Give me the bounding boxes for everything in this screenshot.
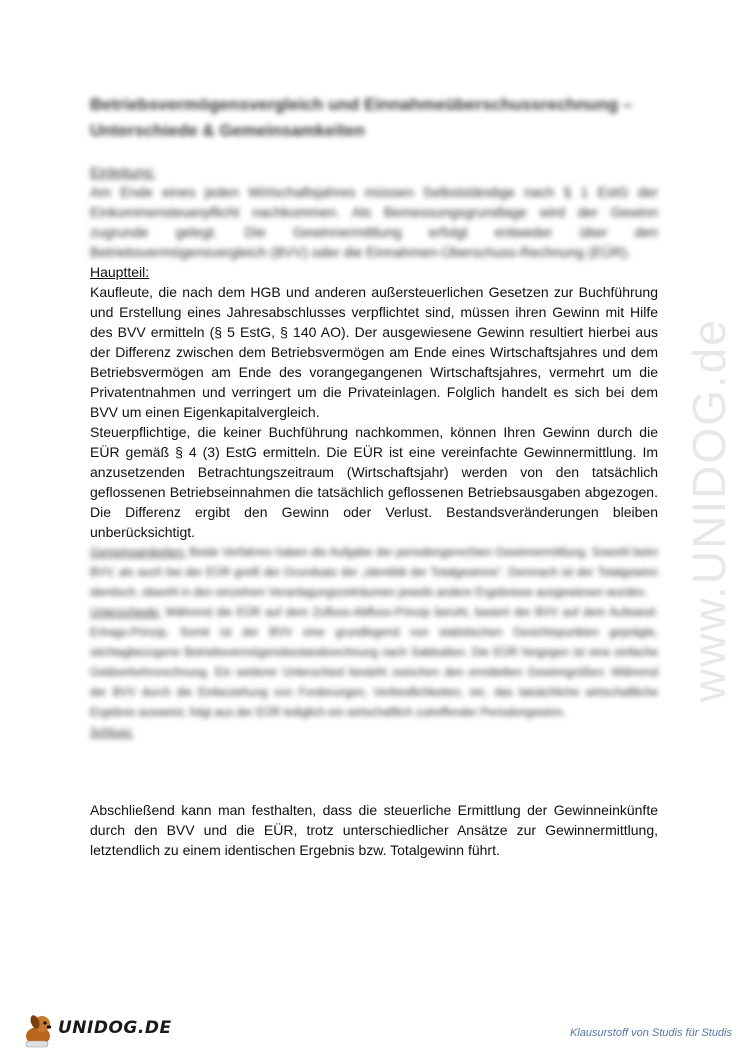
heading-hauptteil: Hauptteil: bbox=[90, 264, 150, 280]
text-schluss: Abschließend kann man festhalten, dass die steuerliche Ermittlung der Gewinneinkünfte durch den BVV und die EÜR, trotz unterschiedlicher Ansätze zur Gewinnermittlung, letztendlich zu einem identischen Ergebnis bzw. Totalgewinn führt. bbox=[90, 802, 658, 858]
text-einleitung: Am Ende eines jeden Wirtschaftsjahres müssen Selbstständige nach § 1 EstG der Einkommensteuerpflicht nachkommen. Als Bemessungsgrundlage wird der Gewinn zugrunde gelegt. Die Gewinnermittlung erfolgt entweder über den Betriebsvermögensvergleich (BVV) oder die Einnahmen-Überschuss-Rechnung (EÜR). bbox=[90, 184, 658, 260]
footer-slogan: Klausurstoff von Studis für Studis bbox=[569, 1027, 732, 1039]
text-unterschiede: Während die EÜR auf dem Zufluss-Abfluss-Prinzip beruht, basiert der BVV auf dem Aufwand-Ertrags-Prinzip. Somit ist der BVV eine grundlegend von statistischen Gesichtspunkten geprägte, stichtagbezogene Betriebsvermögensbestandsrechnung nach Saldoalien. Die EÜR hingegen ist eine einfache Geldverkehrsrechnung. Ein weiterer Unterschied besteht zwischen den ermittelten Gewinngrößen: Während der BVV durch die Einbeziehung von Forderungen, Verbindlichkeiten, etc. das tatsächliche wirtschaftliche Ergebnis ausweist, folgt aus der EÜR lediglich ein wirtschaftlich zutreffender Periodengewinn. bbox=[90, 607, 658, 719]
watermark-text: www.UNIDOG.de bbox=[683, 318, 735, 702]
document-title: Betriebsvermögensvergleich und Einnahmeüberschussrechnung – Unterschiede & Gemeinsamkeiten bbox=[90, 95, 633, 140]
text-hauptteil-paragraph-1: Kaufleute, die nach dem HGB und anderen außersteuerlichen Gesetzen zur Buchführung und Erstellung eines Jahresabschlusses verpflichtet sind, müssen ihren Gewinn mit Hilfe des BVV ermitteln (§ 5 EstG, § 140 AO). Der ausgewiesene Gewinn resultiert hierbei aus der Differenz zwischen dem Betriebsvermögen am Ende eines Wirtschaftsjahres und dem Betriebsvermögen am Ende des vorangegangenen Wirtschaftsjahres, vermehrt um die Privatentnahmen und verringert um die Privateinlagen. Folglich handelt es sich bei dem BVV um einen Eigenkapitalvergleich. bbox=[90, 284, 658, 420]
text-hauptteil-paragraph-2: Steuerpflichtige, die keiner Buchführung nachkommen, können Ihren Gewinn durch die EÜR gemäß § 4 (3) EstG ermitteln. Die EÜR ist eine vereinfachte Gewinnermittlung. Im anzusetzenden Betrachtungszeitraum (Wirtschaftsjahr) werden von den tatsächlich geflossenen Betriebseinnahmen die tatsächlich geflossenen Betriebsausgaben abgezogen. Die Differenz ergibt den Gewinn oder Verlust. Bestandsveränderungen bleiben unberücksichtigt. bbox=[90, 424, 658, 540]
section-gemeinsamkeiten-unterschiede bbox=[90, 543, 658, 743]
section-einleitung bbox=[90, 162, 658, 262]
heading-schluss: Schluss: bbox=[90, 727, 134, 739]
section-hauptteil bbox=[90, 262, 658, 542]
heading-unterschiede: Unterschiede: bbox=[90, 607, 161, 619]
section-schluss bbox=[90, 800, 658, 860]
logo-text: UNIDOG.DE bbox=[58, 1018, 172, 1038]
heading-einleitung: Einleitung: bbox=[90, 164, 156, 180]
text-gemeinsamkeiten: Beide Verfahren haben die Aufgabe der periodengerechten Gewinnermittlung. Sowohl beim BVV, als auch bei der EÜR greift der Grundsatz der „Identität der Totalgewinne“. Demnach ist der Totalgewinn identisch, obwohl in den einzelnen Veranlagungszeiträumen jeweils andere Ergebnisse ausgewiesen wurden. bbox=[90, 547, 658, 599]
dog-mascot-icon bbox=[26, 1014, 51, 1047]
heading-gemeinsamkeiten: Gemeinsamkeiten: bbox=[90, 547, 186, 559]
